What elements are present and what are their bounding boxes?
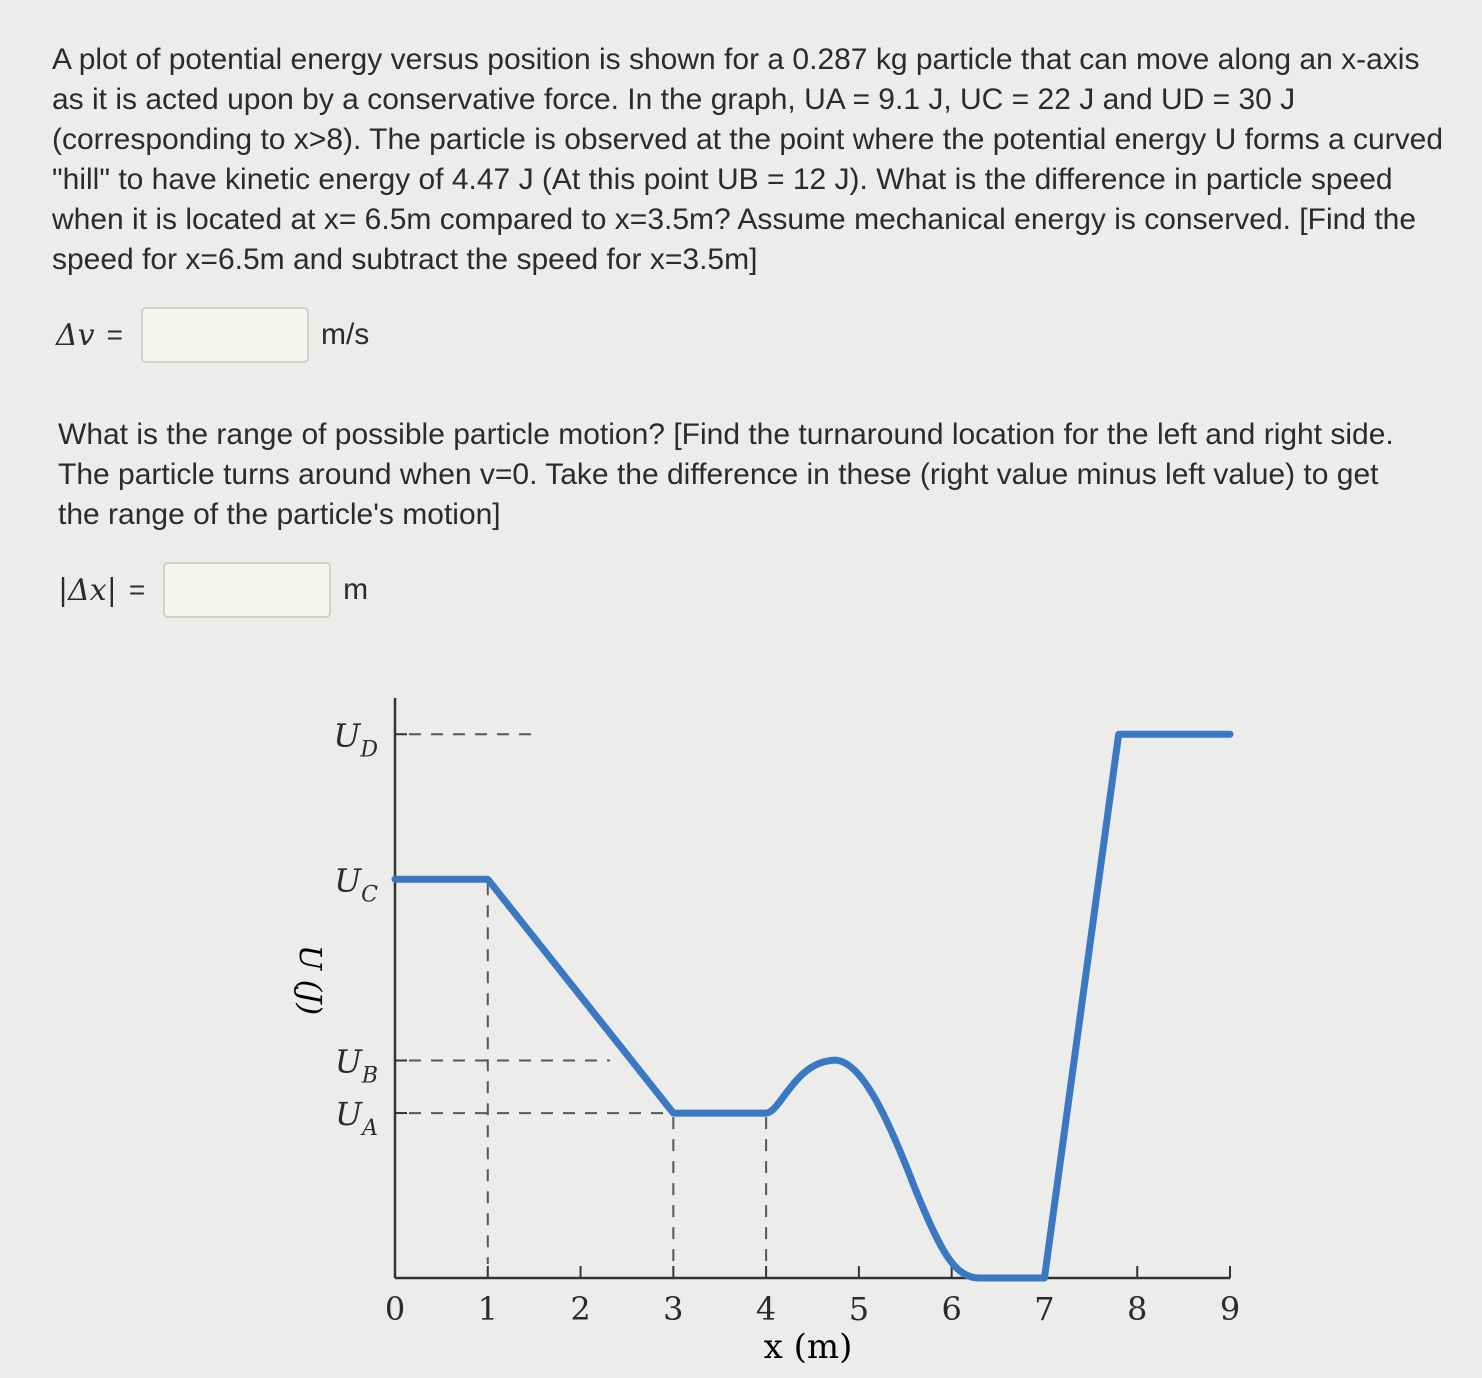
y-level-subscript: C	[361, 882, 378, 908]
delta-x-input[interactable]	[163, 562, 331, 618]
question-1-text: A plot of potential energy versus position is shown for a 0.287 kg particle that can move along an x-axis as it is acted upon by a conservative force. In the graph, UA = 9.1 J, UC = 22 J and UD = 30 J (corresponding to x>8). The particle is observed at the point where the potential energy U forms a curved "hill" to have kinetic energy of 4.47 J (At this point UB = 12 J). What is the difference in particle speed when it is located at x= 6.5m compared to x=3.5m? Assume mechanical energy is conserved. [Find the speed for x=6.5m and subtract the speed for x=3.5m]	[52, 43, 1444, 276]
y-axis-label: U (J)	[292, 944, 327, 1016]
delta-x-unit: m	[343, 573, 369, 606]
x-tick-label: 6	[941, 1290, 962, 1328]
answer-row-delta-v	[56, 305, 369, 365]
x-tick-label: 2	[570, 1290, 591, 1328]
delta-v-unit: m/s	[320, 318, 370, 351]
y-level-label: $U_B$	[334, 1042, 378, 1089]
y-level-subscript: B	[361, 1063, 378, 1089]
x-tick-label: 8	[1127, 1290, 1148, 1328]
y-level-subscript: D	[360, 737, 378, 763]
x-tick-label: 1	[477, 1290, 498, 1328]
x-tick-label: 3	[663, 1290, 684, 1328]
equals-sign: =	[106, 319, 123, 350]
y-level-label: $U_D$	[333, 716, 378, 763]
x-tick-label: 5	[848, 1290, 870, 1328]
delta-x-label: |Δx|	[58, 572, 117, 608]
x-tick-label: 0	[384, 1290, 406, 1328]
potential-curve	[395, 734, 1230, 1278]
equals-sign: =	[128, 574, 146, 605]
y-level-label: $U_A$	[335, 1095, 378, 1142]
x-tick-label: 9	[1219, 1290, 1241, 1328]
delta-v-label: Δv	[56, 317, 95, 353]
x-tick-label: 4	[755, 1290, 777, 1328]
potential-energy-plot	[0, 660, 1482, 1378]
x-axis-label: x (m)	[763, 1327, 853, 1367]
question-2-text: What is the range of possible particle motion? [Find the turnaround location for the left and right side. The particle turns around when v=0. Take the difference in these (right value minus left value) to get the range of the particle's motion]	[58, 418, 1394, 531]
y-level-label: $U_C$	[334, 861, 378, 908]
delta-v-input[interactable]	[141, 307, 309, 363]
x-tick-label: 7	[1034, 1290, 1055, 1328]
answer-row-delta-x	[58, 560, 368, 620]
y-level-subscript: A	[362, 1116, 378, 1142]
